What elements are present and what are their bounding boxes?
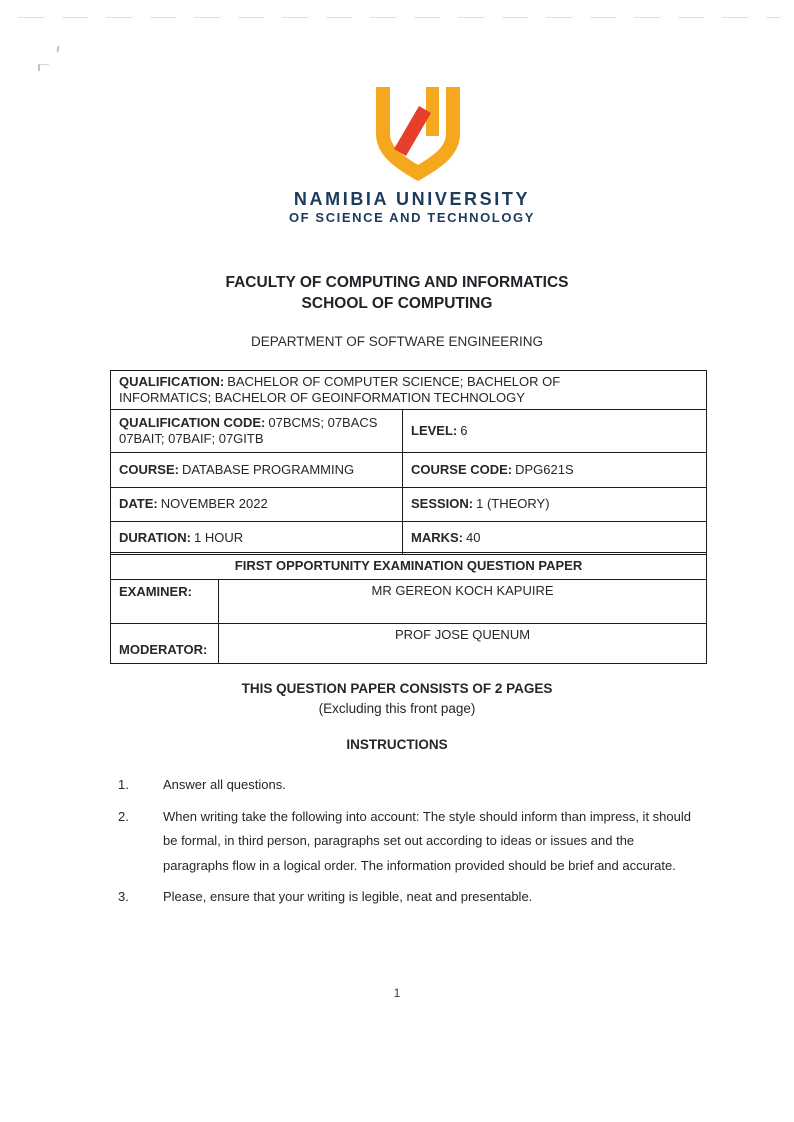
table-row bbox=[111, 488, 707, 522]
course-code-value: DPG621S bbox=[515, 461, 574, 477]
date-cell bbox=[111, 488, 403, 522]
session-value: 1 (THEORY) bbox=[476, 496, 550, 512]
scan-artifact-line bbox=[18, 17, 780, 18]
moderator-label: MODERATOR: bbox=[111, 624, 219, 664]
nust-logo-shield-icon bbox=[375, 84, 461, 188]
logo-wordmark bbox=[15, 189, 794, 226]
list-item bbox=[118, 773, 696, 798]
table-row bbox=[111, 453, 707, 488]
course-label: COURSE: bbox=[119, 461, 179, 477]
table-row bbox=[111, 410, 707, 453]
page-number: 1 bbox=[393, 986, 401, 1000]
university-subtitle: OF SCIENCE AND TECHNOLOGY bbox=[288, 210, 536, 225]
pages-notice: THIS QUESTION PAPER CONSISTS OF 2 PAGES bbox=[241, 681, 553, 696]
date-value: NOVEMBER 2022 bbox=[160, 496, 268, 512]
exam-paper-title: FIRST OPPORTUNITY EXAMINATION QUESTION PAPER bbox=[111, 553, 707, 580]
qualification-table bbox=[110, 370, 707, 555]
qualification-code-value: 07BCMS; 07BACS 07BAIT; 07BAIF; 07GITB bbox=[119, 414, 378, 446]
course-code-cell bbox=[403, 453, 707, 488]
school-name: SCHOOL OF COMPUTING bbox=[301, 295, 493, 312]
course-code-label: COURSE CODE: bbox=[411, 461, 513, 477]
table-row bbox=[111, 580, 707, 624]
table-row bbox=[111, 624, 707, 664]
item-text: Please, ensure that your writing is legible, neat and presentable. bbox=[163, 889, 533, 904]
session-cell bbox=[403, 488, 707, 522]
table-row bbox=[111, 522, 707, 555]
duration-value: 1 HOUR bbox=[193, 529, 244, 545]
examiner-label: EXAMINER: bbox=[111, 580, 219, 624]
marks-cell bbox=[403, 522, 707, 555]
qualification-cell bbox=[111, 371, 707, 410]
instructions-list bbox=[118, 773, 696, 917]
session-label: SESSION: bbox=[411, 496, 474, 512]
table-row bbox=[111, 371, 707, 410]
pencil-mark bbox=[57, 46, 60, 52]
item-text: When writing take the following into account: The style should inform than impress, it should be formal, in third person, paragraphs set out according to ideas or issues and the paragraphs flow in a logical order. The information provided should be brief and accurate. bbox=[163, 808, 691, 873]
course-cell bbox=[111, 453, 403, 488]
level-label: LEVEL: bbox=[411, 422, 458, 438]
date-label: DATE: bbox=[119, 496, 158, 512]
pencil-mark bbox=[38, 64, 49, 71]
qualification-value: BACHELOR OF COMPUTER SCIENCE; BACHELOR OF INFORMATICS; BACHELOR OF GEOINFORMATION TECHNOLOGY bbox=[119, 373, 561, 405]
moderator-value: PROF JOSE QUENUM bbox=[219, 624, 707, 664]
department-name: DEPARTMENT OF SOFTWARE ENGINEERING bbox=[250, 334, 544, 349]
duration-cell bbox=[111, 522, 403, 555]
exam-paper-table bbox=[110, 552, 707, 664]
qualification-code-cell bbox=[111, 410, 403, 453]
marks-value: 40 bbox=[466, 529, 481, 545]
item-number: 3. bbox=[118, 889, 129, 904]
faculty-name: FACULTY OF COMPUTING AND INFORMATICS bbox=[225, 274, 569, 291]
item-text: Answer all questions. bbox=[163, 777, 286, 792]
list-item bbox=[118, 805, 696, 879]
qualification-code-label: QUALIFICATION CODE: bbox=[119, 414, 266, 430]
table-row bbox=[111, 553, 707, 580]
duration-label: DURATION: bbox=[119, 529, 191, 545]
university-name: NAMIBIA UNIVERSITY bbox=[293, 189, 531, 209]
item-number: 1. bbox=[118, 777, 129, 792]
faculty-heading bbox=[0, 272, 794, 314]
instructions-title: INSTRUCTIONS bbox=[346, 737, 448, 752]
level-value: 6 bbox=[460, 422, 468, 438]
excluding-notice: (Excluding this front page) bbox=[318, 701, 476, 716]
item-number: 2. bbox=[118, 808, 129, 824]
list-item bbox=[118, 885, 696, 910]
marks-label: MARKS: bbox=[411, 529, 463, 545]
level-cell bbox=[403, 410, 707, 453]
qualification-label: QUALIFICATION: bbox=[119, 373, 225, 389]
course-value: DATABASE PROGRAMMING bbox=[181, 461, 355, 477]
examiner-value: MR GEREON KOCH KAPUIRE bbox=[219, 580, 707, 624]
